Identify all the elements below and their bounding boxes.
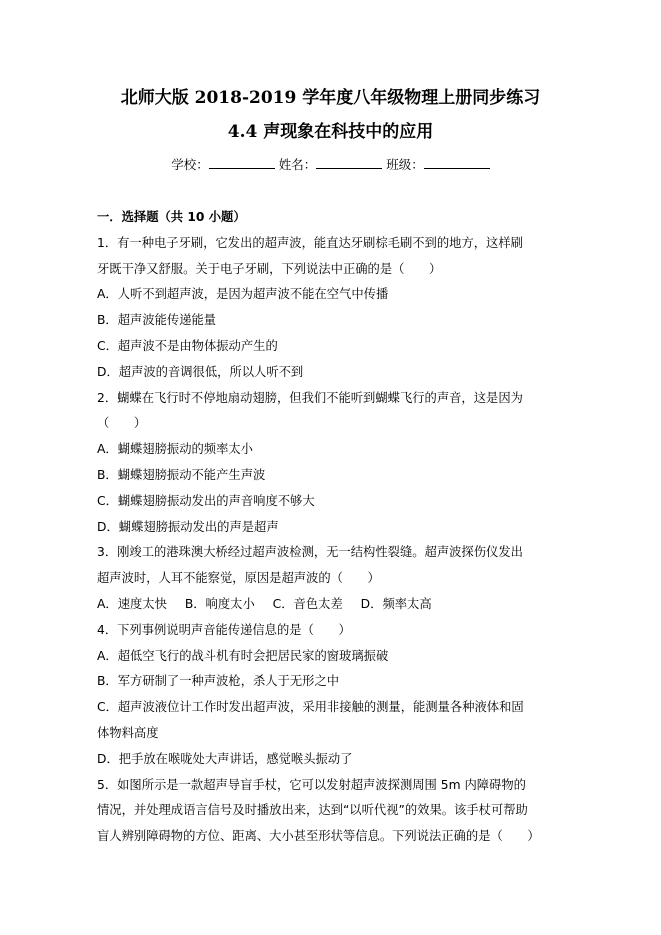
q1-option-b: B．超声波能传递能量 bbox=[97, 313, 217, 328]
document-title: 北师大版 2018-2019 学年度八年级物理上册同步练习 bbox=[120, 88, 541, 108]
q4-stem-line1: 4．下列事例说明声音能传递信息的是（ ） bbox=[97, 622, 351, 637]
q2-option-b: B．蝴蝶翅膀振动不能产生声波 bbox=[97, 467, 266, 482]
q1-option-d: D．超声波的音调很低，所以人听不到 bbox=[97, 364, 304, 379]
school-field[interactable] bbox=[209, 156, 275, 169]
q4-option-a: A．超低空飞行的战斗机有时会把居民家的窗玻璃振破 bbox=[97, 648, 389, 663]
q2-option-a: A．蝴蝶翅膀振动的频率太小 bbox=[97, 442, 253, 457]
document-subtitle: 4.4 声现象在科技中的应用 bbox=[227, 122, 434, 142]
q2-option-d: D．蝴蝶翅膀振动发出的声是超声 bbox=[97, 519, 279, 534]
q5-stem-line2: 情况，并处理成语言信号及时播放出来，达到“以听代视”的效果。该手杖可帮助 bbox=[97, 803, 528, 818]
q4-option-b: B．军方研制了一种声波枪，杀人于无形之中 bbox=[97, 674, 340, 689]
q3-stem-line2: 超声波时，人耳不能察觉，原因是超声波的（ ） bbox=[97, 571, 380, 586]
q5-stem-line3: 盲人辨别障碍物的方位、距离、大小甚至形状等信息。下列说法正确的是（ ） bbox=[97, 829, 540, 844]
q2-stem-line2: （ ） bbox=[97, 416, 147, 431]
class-field[interactable] bbox=[424, 156, 490, 169]
q1-option-c: C．超声波不是由物体振动产生的 bbox=[97, 338, 278, 353]
name-field[interactable] bbox=[316, 156, 382, 169]
school-label: 学校： bbox=[171, 157, 209, 172]
q1-option-a: A．人听不到超声波，是因为超声波不能在空气中传播 bbox=[97, 287, 389, 302]
q2-stem-line1: 2．蝴蝶在飞行时不停地扇动翅膀，但我们不能听到蝴蝶飞行的声音，这是因为 bbox=[97, 390, 523, 405]
class-label: 班级： bbox=[386, 157, 424, 172]
q3-options bbox=[97, 592, 567, 618]
q3-option-d: D．频率太高 bbox=[360, 596, 432, 611]
student-info-line bbox=[0, 156, 661, 173]
q3-option-b: B．响度太小 bbox=[184, 596, 255, 611]
question-list bbox=[97, 205, 567, 850]
q5-stem-line1: 5．如图所示是一款超声导盲手杖，它可以发射超声波探测周围 5m 内障碍物的 bbox=[97, 777, 526, 792]
q4-option-c-line1: C．超声波液位计工作时发出超声波，采用非接触的测量，能测量各种液体和固 bbox=[97, 700, 524, 715]
q2-option-c: C．蝴蝶翅膀振动发出的声音响度不够大 bbox=[97, 493, 315, 508]
q4-option-c-line2: 体物料高度 bbox=[97, 725, 159, 740]
q3-option-a: A．速度太快 bbox=[97, 596, 167, 611]
q3-stem-line1: 3．刚竣工的港珠澳大桥经过超声波检测，无一结构性裂缝。超声波探伤仪发出 bbox=[97, 545, 523, 560]
name-label: 姓名： bbox=[278, 157, 317, 172]
q1-stem-line1: 1．有一种电子牙刷，它发出的超声波，能直达牙刷棕毛刷不到的地方，这样刷 bbox=[97, 235, 523, 250]
q4-option-d: D．把手放在喉咙处大声讲话，感觉喉头振动了 bbox=[97, 751, 353, 766]
q1-stem-line2: 牙既干净又舒服。关于电子牙刷，下列说法中正确的是（ ） bbox=[97, 261, 442, 276]
section-title: 一．选择题（共 10 小题） bbox=[97, 210, 246, 224]
q3-option-c: C．音色太差 bbox=[272, 596, 343, 611]
